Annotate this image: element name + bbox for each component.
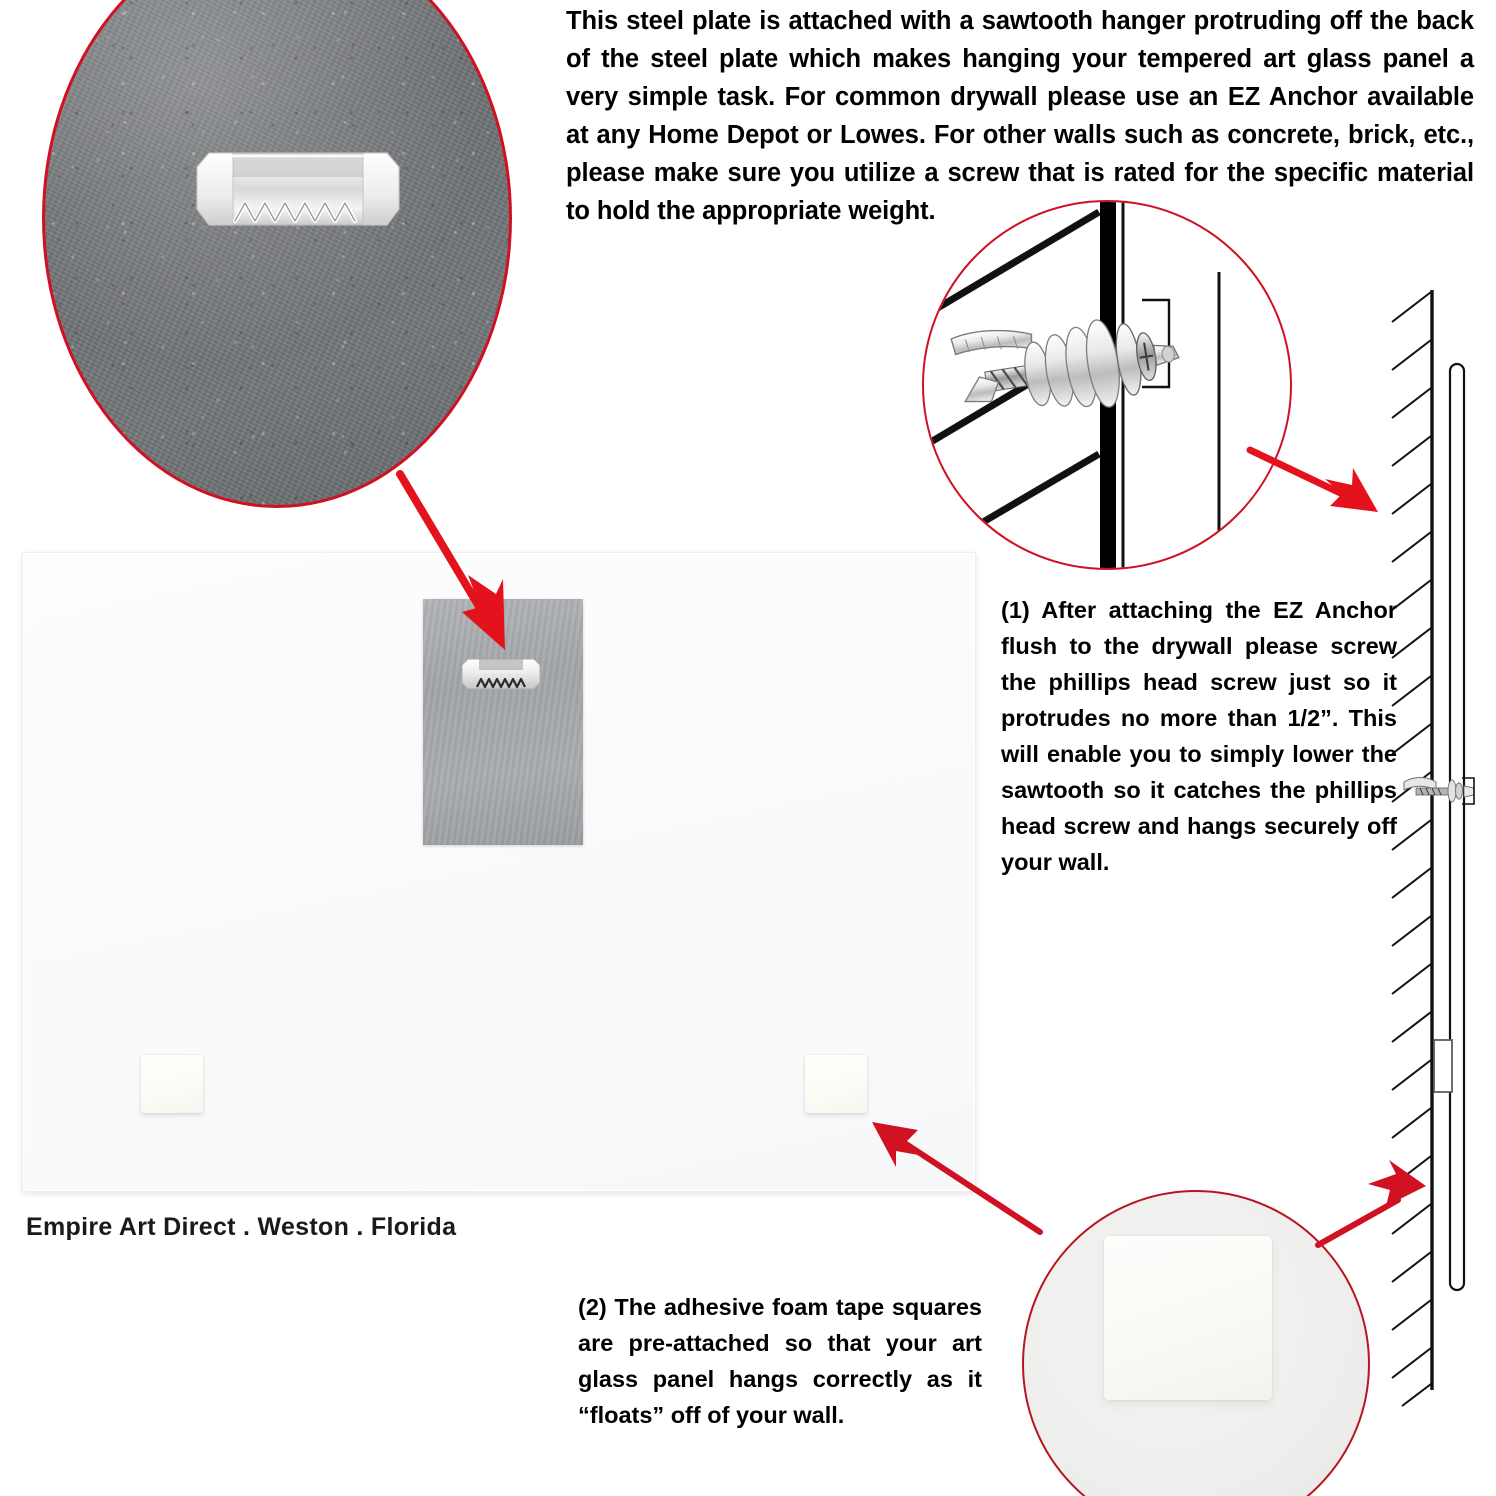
sawtooth-hanger-icon <box>187 147 409 233</box>
step-two-paragraph: (2) The adhesive foam tape squares are pre-attached so that your art glass panel hangs correctly as it “floats” off of your wall. <box>578 1294 982 1428</box>
ez-anchor-cross-section-illustration <box>924 202 1292 570</box>
steel-mounting-plate <box>423 599 583 845</box>
step-one-paragraph: (1) After attaching the EZ Anchor flush to the drywall please screw the phillips head screw just so it protrudes no more than 1/2”. This will enable you to simply lower the sawtooth so it catches the phillips head screw and hangs securely off your wall. <box>1001 597 1397 875</box>
wall-cross-section-diagram <box>1384 278 1496 1406</box>
brand-caption: Empire Art Direct . Weston . Florida <box>26 1213 457 1241</box>
foam-tape-square-macro <box>1104 1236 1272 1400</box>
ez-anchor-closeup-circle <box>922 200 1292 570</box>
steel-plate-closeup-circle <box>42 0 512 508</box>
foam-tape-square-right <box>805 1055 867 1113</box>
intro-paragraph: This steel plate is attached with a sawtooth hanger protruding off the back of the steel plate which makes hanging your tempered art glass panel a very simple task. For common drywall please use an EZ Anchor available at any Home Depot or Lowes. For other walls such as concrete, brick, etc., please make sure you utilize a screw that is rated for the specific material to hold the appropriate weight. <box>566 7 1474 225</box>
steel-texture-speckle <box>45 0 509 505</box>
foam-tape-closeup-circle <box>1022 1190 1370 1496</box>
foam-tape-square-left <box>141 1055 203 1113</box>
sawtooth-hanger-small-icon <box>459 657 543 691</box>
art-glass-panel-back <box>22 552 976 1192</box>
